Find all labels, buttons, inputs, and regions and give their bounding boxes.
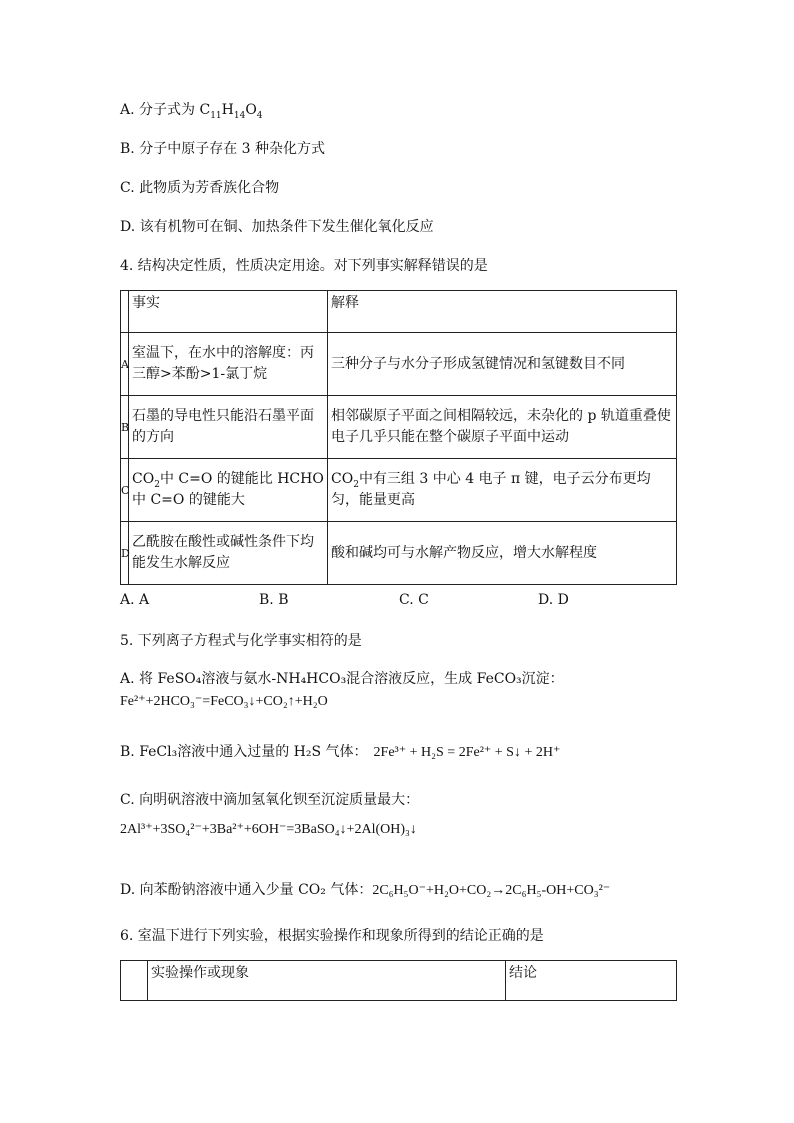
q4-stem: 4. 结构决定性质，性质决定用途。对下列事实解释错误的是	[120, 258, 488, 274]
row-label: C	[121, 459, 129, 522]
table-row	[121, 459, 677, 522]
header-operation: 实验操作或现象	[148, 961, 506, 1001]
q4-option-b: B. B	[259, 592, 289, 608]
q4-option-c: C. C	[399, 592, 429, 608]
q3-option-b: B. 分子中原子存在 3 种杂化方式	[120, 141, 325, 157]
q4-option-a: A. A	[120, 592, 150, 608]
row-fact: 石墨的导电性只能沿石墨平面的方向	[129, 396, 328, 459]
row-explain: 相邻碳原子平面之间相隔较远，未杂化的 p 轨道重叠使电子几乎只能在整个碳原子平面中运动	[328, 396, 677, 459]
q5-option-a-equation: Fe²⁺+2HCO₃⁻=FeCO₃↓+CO₂↑+H₂O	[120, 694, 328, 709]
q5-option-a-text: A. 将 FeSO₄溶液与氨水-NH₄HCO₃混合溶液反应，生成 FeCO₃沉淀：	[120, 671, 564, 687]
q5-option-c-equation: 2Al³⁺+3SO₄²⁻+3Ba²⁺+6OH⁻=3BaSO₄↓+2Al(OH)₃↓	[120, 822, 417, 837]
table-row	[121, 396, 677, 459]
q6-stem: 6. 室温下进行下列实验，根据实验操作和现象所得到的结论正确的是	[120, 928, 544, 944]
q4-option-d: D. D	[538, 592, 569, 608]
q5-option-b	[120, 742, 560, 763]
q3-option-a: A. 分子式为 $C_{11}H_{14}O_4$	[120, 102, 263, 121]
q5-stem: 5. 下列离子方程式与化学事实相符的是	[120, 633, 362, 649]
row-fact: $CO_2$中 C=O 的键能比 HCHO 中 C=O 的键能大	[129, 459, 328, 522]
q6-table-header	[121, 961, 677, 1001]
table-row	[121, 333, 677, 396]
row-label: A	[121, 333, 129, 396]
row-label: B	[121, 396, 129, 459]
q4-table	[120, 290, 677, 585]
row-explain: 三种分子与水分子形成氢键情况和氢键数目不同	[328, 333, 677, 396]
q3-option-d: D. 该有机物可在铜、加热条件下发生催化氧化反应	[120, 219, 434, 235]
row-fact: 乙酰胺在酸性或碱性条件下均能发生水解反应	[129, 522, 328, 585]
row-fact: 室温下，在水中的溶解度：丙三醇>苯酚>1-氯丁烷	[129, 333, 328, 396]
q5-option-b-equation: 2Fe³⁺ + H₂S = 2Fe²⁺ + S↓ + 2H⁺	[373, 745, 561, 760]
q5-option-c-text: C. 向明矾溶液中滴加氢氧化钡至沉淀质量最大：	[120, 792, 420, 808]
q5-option-b-text: B. FeCl₃溶液中通入过量的 H₂S 气体：	[120, 744, 368, 760]
row-explain: $CO_2$中有三组 3 中心 4 电子 π 键，电子云分布更均匀，能量更高	[328, 459, 677, 522]
header-fact: 事实	[129, 291, 328, 333]
q6-table	[120, 960, 677, 1001]
q3-option-c: C. 此物质为芳香族化合物	[120, 180, 280, 196]
header-explain: 解释	[328, 291, 677, 333]
header-conclusion: 结论	[506, 961, 677, 1001]
q5-option-d-equation: 2C₆H₅O⁻+H₂O+CO₂→2C₆H₅-OH+CO₃²⁻	[372, 883, 611, 898]
row-label: D	[121, 522, 129, 585]
table-row	[121, 522, 677, 585]
row-explain: 酸和碱均可与水解产物反应，增大水解程度	[328, 522, 677, 585]
q4-table-header	[121, 291, 677, 333]
q5-option-d-text: D. 向苯酚钠溶液中通入少量 CO₂ 气体：	[120, 882, 373, 898]
q5-option-d	[120, 880, 610, 901]
